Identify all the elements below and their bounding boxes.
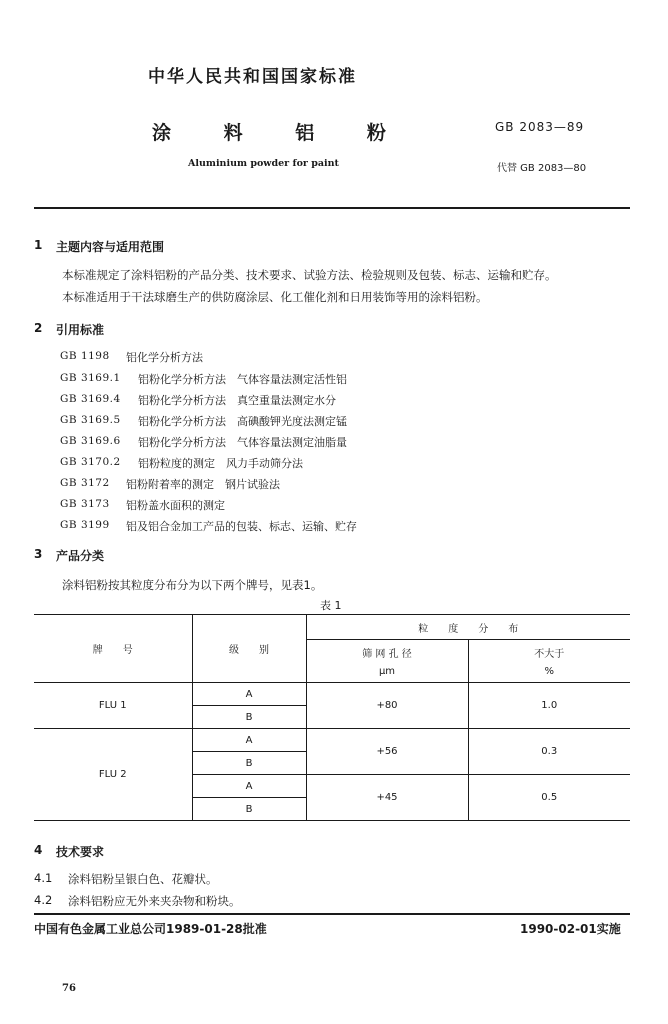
section-2-title: 引用标准 [56, 323, 105, 337]
grade-cell: B [192, 706, 306, 729]
header-max-unit: % [544, 666, 554, 677]
brand-cell: FLU 2 [34, 729, 192, 821]
item-text: 涂料铝粉呈银白色、花瓣状。 [68, 872, 218, 886]
header-mesh-label: 筛 网 孔 径 [362, 649, 412, 660]
section-3-number: 3 [34, 547, 43, 561]
ref-code: GB 3172 [60, 477, 110, 489]
mesh-cell: +80 [306, 683, 468, 729]
section-1-title: 主题内容与适用范围 [56, 240, 165, 254]
grade-cell: A [192, 729, 306, 752]
max-cell: 0.3 [468, 729, 630, 775]
footer-rule [34, 913, 630, 915]
section-1-number: 1 [34, 238, 43, 252]
ref-desc: 铝粉化学分析方法 气体容量法测定油脂量 [138, 436, 347, 449]
header-brand: 牌 号 [34, 615, 192, 683]
ref-code: GB 3169.1 [60, 372, 121, 384]
ref-desc: 铝及铝合金加工产品的包装、标志、运输、贮存 [126, 520, 357, 533]
ref-code: GB 1198 [60, 350, 110, 362]
grade-cell: B [192, 752, 306, 775]
header-max [468, 640, 630, 683]
mesh-cell: +45 [306, 775, 468, 821]
particle-size-table [34, 614, 630, 821]
grade-cell: A [192, 775, 306, 798]
header-mesh [306, 640, 468, 683]
section-3-para: 涂料铝粉按其粒度分布分为以下两个牌号，见表1。 [62, 578, 323, 592]
grade-cell: A [192, 683, 306, 706]
ref-desc: 铝粉化学分析方法 高碘酸钾光度法测定锰 [138, 415, 347, 428]
mesh-cell: +56 [306, 729, 468, 775]
table-row [34, 729, 630, 752]
table-row [34, 683, 630, 706]
ref-desc: 铝粉化学分析方法 真空重量法测定水分 [138, 394, 336, 407]
table-caption: 表 1 [320, 599, 342, 612]
section-1-para-1: 本标准规定了涂料铝粉的产品分类、技术要求、试验方法、检验规则及包装、标志、运输和贮存。 [62, 268, 557, 282]
doc-title: 涂 料 铝 粉 [152, 122, 386, 144]
item-text: 涂料铝粉应无外来夹杂物和粉块。 [68, 894, 241, 908]
std-code: GB 2083—89 [495, 120, 585, 134]
max-cell: 1.0 [468, 683, 630, 729]
ref-code: GB 3173 [60, 498, 110, 510]
ref-desc: 铝粉粒度的测定 风力手动筛分法 [138, 457, 303, 470]
section-4-title: 技术要求 [56, 845, 105, 859]
ref-code: GB 3169.5 [60, 414, 121, 426]
item-number: 4.2 [34, 893, 53, 907]
approval-line: 中国有色金属工业总公司1989-01-28批准 [34, 922, 267, 936]
page-number: 76 [62, 983, 76, 994]
ref-code: GB 3169.6 [60, 435, 121, 447]
section-4-number: 4 [34, 843, 43, 857]
header-rule [34, 207, 630, 209]
replaces-note: 代替 GB 2083—80 [497, 163, 587, 174]
item-number: 4.1 [34, 871, 53, 885]
effective-date: 1990-02-01实施 [520, 922, 621, 936]
section-2-number: 2 [34, 321, 43, 335]
ref-code: GB 3169.4 [60, 393, 121, 405]
section-3-title: 产品分类 [56, 549, 105, 563]
header-grade: 级 别 [192, 615, 306, 683]
ref-desc: 铝粉化学分析方法 气体容量法测定活性铝 [138, 373, 347, 386]
ref-desc: 铝化学分析方法 [126, 351, 203, 364]
ref-code: GB 3170.2 [60, 456, 121, 468]
grade-cell: B [192, 798, 306, 821]
org-title: 中华人民共和国国家标准 [148, 67, 357, 87]
max-cell: 0.5 [468, 775, 630, 821]
ref-desc: 铝粉附着率的测定 钢片试验法 [126, 478, 280, 491]
header-distribution: 粒 度 分 布 [306, 615, 630, 640]
ref-desc: 铝粉盖水面积的测定 [126, 499, 225, 512]
section-1-para-2: 本标准适用于干法球磨生产的供防腐涂层、化工催化剂和日用装饰等用的涂料铝粉。 [62, 290, 488, 304]
doc-title-en: Aluminium powder for paint [188, 158, 339, 169]
ref-code: GB 3199 [60, 519, 110, 531]
brand-cell: FLU 1 [34, 683, 192, 729]
header-mesh-unit: μm [378, 666, 396, 677]
header-max-label: 不大于 [534, 649, 565, 660]
